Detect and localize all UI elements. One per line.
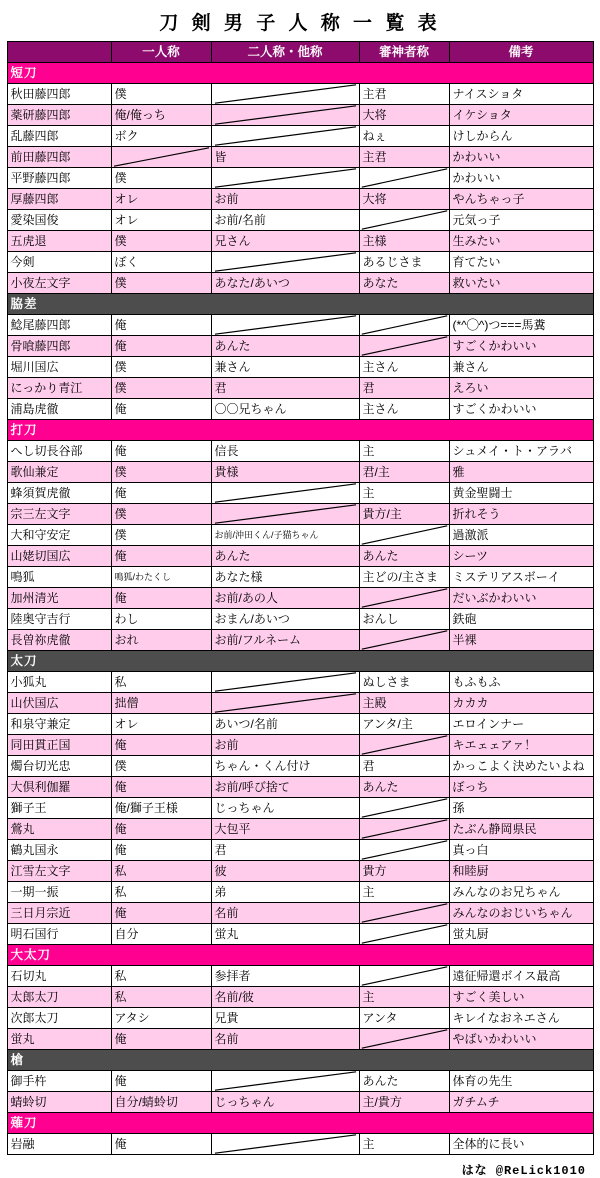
section-header-row (7, 945, 593, 966)
cell-first-person: 僕 (111, 168, 211, 189)
cell-note: 救いたい (449, 273, 593, 294)
cell-first-person: 俺 (111, 840, 211, 861)
cell-first-person: 僕 (111, 462, 211, 483)
cell-second-person: 名前/彼 (211, 987, 359, 1008)
cell-saniwa-title (359, 1029, 449, 1050)
cell-first-person: 俺/獅子王様 (111, 798, 211, 819)
table-row (7, 315, 593, 336)
cell-saniwa-title: あなた (359, 273, 449, 294)
cell-second-person: あなた様 (211, 567, 359, 588)
cell-saniwa-title: 主さん (359, 399, 449, 420)
cell-first-person: 俺 (111, 1134, 211, 1155)
cell-note: カカカ (449, 693, 593, 714)
cell-character-name: 獅子王 (7, 798, 111, 819)
cell-second-person: お前/沖田くん/子猫ちゃん (211, 525, 359, 546)
cell-note: 蛍丸厨 (449, 924, 593, 945)
cell-saniwa-title: 主 (359, 987, 449, 1008)
cell-second-person: じっちゃん (211, 798, 359, 819)
table-row (7, 252, 593, 273)
cell-saniwa-title: 貴方/主 (359, 504, 449, 525)
cell-second-person: 蛍丸 (211, 924, 359, 945)
cell-note: やばいかわいい (449, 1029, 593, 1050)
table-row (7, 1071, 593, 1092)
cell-saniwa-title (359, 924, 449, 945)
table-row (7, 798, 593, 819)
cell-saniwa-title (359, 588, 449, 609)
cell-character-name: 浦島虎徹 (7, 399, 111, 420)
cell-character-name: 歌仙兼定 (7, 462, 111, 483)
cell-saniwa-title (359, 210, 449, 231)
table-row (7, 777, 593, 798)
table-row (7, 840, 593, 861)
cell-first-person: オレ (111, 189, 211, 210)
cell-first-person: 俺/俺っち (111, 105, 211, 126)
cell-note: (*^◯^)つ===馬糞 (449, 315, 593, 336)
cell-character-name: 次郎太刀 (7, 1008, 111, 1029)
cell-note: 孫 (449, 798, 593, 819)
section-header-row (7, 1050, 593, 1071)
cell-second-person: お前/フルネーム (211, 630, 359, 651)
cell-saniwa-title: 主君 (359, 147, 449, 168)
cell-saniwa-title: 主 (359, 441, 449, 462)
section-label: 薙刀 (7, 1113, 593, 1134)
cell-second-person (211, 693, 359, 714)
table-row (7, 84, 593, 105)
cell-second-person: 弟 (211, 882, 359, 903)
cell-character-name: 乱藤四郎 (7, 126, 111, 147)
cell-character-name: 骨喰藤四郎 (7, 336, 111, 357)
cell-character-name: 大和守安定 (7, 525, 111, 546)
section-header-row (7, 63, 593, 84)
cell-second-person (211, 1071, 359, 1092)
cell-second-person (211, 84, 359, 105)
cell-character-name: 和泉守兼定 (7, 714, 111, 735)
cell-first-person: 俺 (111, 819, 211, 840)
cell-note: シーツ (449, 546, 593, 567)
cell-note: エロインナー (449, 714, 593, 735)
cell-note: 全体的に長い (449, 1134, 593, 1155)
cell-saniwa-title: 主 (359, 1134, 449, 1155)
cell-first-person: 俺 (111, 735, 211, 756)
cell-first-person: 俺 (111, 903, 211, 924)
cell-first-person: 俺 (111, 777, 211, 798)
cell-character-name: 小狐丸 (7, 672, 111, 693)
cell-saniwa-title: アンタ (359, 1008, 449, 1029)
nickname-table (7, 41, 594, 1155)
cell-character-name: 鳴狐 (7, 567, 111, 588)
cell-character-name: 山姥切国広 (7, 546, 111, 567)
section-header-row (7, 651, 593, 672)
cell-character-name: 長曽祢虎徹 (7, 630, 111, 651)
cell-first-person: 私 (111, 672, 211, 693)
cell-saniwa-title (359, 315, 449, 336)
cell-character-name: 三日月宗近 (7, 903, 111, 924)
cell-first-person: 鳴狐/わたくし (111, 567, 211, 588)
column-header-first-person: 一人称 (111, 42, 211, 63)
table-row (7, 231, 593, 252)
cell-character-name: 蜂須賀虎徹 (7, 483, 111, 504)
cell-note: かわいい (449, 168, 593, 189)
cell-first-person: おれ (111, 630, 211, 651)
cell-second-person (211, 672, 359, 693)
cell-saniwa-title: 主様 (359, 231, 449, 252)
cell-saniwa-title (359, 525, 449, 546)
cell-first-person: 私 (111, 882, 211, 903)
cell-character-name: 平野藤四郎 (7, 168, 111, 189)
table-row (7, 273, 593, 294)
cell-second-person (211, 252, 359, 273)
cell-note: えろい (449, 378, 593, 399)
cell-note: 和睦厨 (449, 861, 593, 882)
cell-note: ミステリアスボーイ (449, 567, 593, 588)
cell-second-person (211, 168, 359, 189)
cell-saniwa-title: 主さん (359, 357, 449, 378)
table-row (7, 1008, 593, 1029)
cell-first-person: 俺 (111, 483, 211, 504)
cell-character-name: 明石国行 (7, 924, 111, 945)
cell-character-name: 燭台切光忠 (7, 756, 111, 777)
cell-first-person: アタシ (111, 1008, 211, 1029)
column-header-note: 備考 (449, 42, 593, 63)
cell-saniwa-title: 主殿 (359, 693, 449, 714)
cell-character-name: 宗三左文字 (7, 504, 111, 525)
cell-saniwa-title: あんた (359, 546, 449, 567)
cell-note: 遠征帰還ボイス最高 (449, 966, 593, 987)
table-body (7, 63, 593, 1155)
cell-character-name: へし切長谷部 (7, 441, 111, 462)
cell-second-person: 兄貴 (211, 1008, 359, 1029)
table-row (7, 336, 593, 357)
table-row (7, 462, 593, 483)
section-label: 打刀 (7, 420, 593, 441)
cell-character-name: 岩融 (7, 1134, 111, 1155)
cell-note: たぶん静岡県民 (449, 819, 593, 840)
cell-saniwa-title: 君 (359, 756, 449, 777)
cell-saniwa-title: 大将 (359, 105, 449, 126)
cell-first-person: 私 (111, 861, 211, 882)
cell-character-name: 薬研藤四郎 (7, 105, 111, 126)
cell-note: 元気っ子 (449, 210, 593, 231)
cell-note: けしからん (449, 126, 593, 147)
table-row (7, 966, 593, 987)
cell-saniwa-title: 主/貴方 (359, 1092, 449, 1113)
cell-saniwa-title (359, 840, 449, 861)
cell-first-person: 俺 (111, 336, 211, 357)
cell-saniwa-title: あるじさま (359, 252, 449, 273)
table-row (7, 210, 593, 231)
cell-character-name: 鶯丸 (7, 819, 111, 840)
cell-note: すごくかわいい (449, 336, 593, 357)
cell-first-person (111, 147, 211, 168)
cell-character-name: 御手杵 (7, 1071, 111, 1092)
cell-second-person: お前 (211, 189, 359, 210)
cell-first-person: 僕 (111, 273, 211, 294)
cell-saniwa-title: 君/主 (359, 462, 449, 483)
cell-note: ぼっち (449, 777, 593, 798)
cell-second-person: 彼 (211, 861, 359, 882)
table-row (7, 630, 593, 651)
column-header-saniwa: 審神者称 (359, 42, 449, 63)
table-row (7, 609, 593, 630)
cell-saniwa-title (359, 168, 449, 189)
cell-first-person: ボク (111, 126, 211, 147)
cell-note: みんなのおじいちゃん (449, 903, 593, 924)
cell-character-name: 厚藤四郎 (7, 189, 111, 210)
credit-text: はな @ReLick1010 (461, 1164, 586, 1178)
cell-saniwa-title: おんし (359, 609, 449, 630)
table-row (7, 147, 593, 168)
cell-second-person: あなた/あいつ (211, 273, 359, 294)
cell-second-person: 君 (211, 378, 359, 399)
cell-saniwa-title: 主 (359, 882, 449, 903)
cell-second-person: 参拝者 (211, 966, 359, 987)
cell-note: ナイスショタ (449, 84, 593, 105)
table-row (7, 378, 593, 399)
cell-character-name: 鯰尾藤四郎 (7, 315, 111, 336)
cell-saniwa-title (359, 903, 449, 924)
table-row (7, 357, 593, 378)
section-label: 槍 (7, 1050, 593, 1071)
cell-first-person: 俺 (111, 1029, 211, 1050)
section-label: 大太刀 (7, 945, 593, 966)
table-row (7, 588, 593, 609)
cell-first-person: 僕 (111, 525, 211, 546)
cell-saniwa-title: あんた (359, 777, 449, 798)
cell-second-person: 貴様 (211, 462, 359, 483)
section-label: 太刀 (7, 651, 593, 672)
column-header-name (7, 42, 111, 63)
cell-character-name: 小夜左文字 (7, 273, 111, 294)
cell-saniwa-title (359, 735, 449, 756)
table-row (7, 441, 593, 462)
cell-second-person (211, 483, 359, 504)
table-row (7, 756, 593, 777)
cell-character-name: 一期一振 (7, 882, 111, 903)
cell-note: すごくかわいい (449, 399, 593, 420)
cell-saniwa-title (359, 630, 449, 651)
cell-note: ガチムチ (449, 1092, 593, 1113)
cell-character-name: 太郎太刀 (7, 987, 111, 1008)
cell-first-person: 俺 (111, 399, 211, 420)
cell-saniwa-title: あんた (359, 1071, 449, 1092)
cell-second-person: 信長 (211, 441, 359, 462)
cell-second-person (211, 1134, 359, 1155)
cell-character-name: 同田貫正国 (7, 735, 111, 756)
cell-second-person: おまん/あいつ (211, 609, 359, 630)
cell-character-name: 蜻蛉切 (7, 1092, 111, 1113)
table-row (7, 126, 593, 147)
cell-character-name: 陸奥守吉行 (7, 609, 111, 630)
cell-character-name: 今剣 (7, 252, 111, 273)
cell-note: キレイなおネエさん (449, 1008, 593, 1029)
cell-saniwa-title: 君 (359, 378, 449, 399)
cell-first-person: 俺 (111, 315, 211, 336)
table-row (7, 546, 593, 567)
cell-second-person: お前 (211, 735, 359, 756)
cell-note: だいぶかわいい (449, 588, 593, 609)
cell-second-person (211, 105, 359, 126)
cell-first-person: 私 (111, 966, 211, 987)
cell-first-person: 僕 (111, 504, 211, 525)
table-row (7, 714, 593, 735)
cell-second-person: 兼さん (211, 357, 359, 378)
cell-note: キエェェアァ！ (449, 735, 593, 756)
table-row (7, 525, 593, 546)
cell-note: みんなのお兄ちゃん (449, 882, 593, 903)
cell-character-name: 石切丸 (7, 966, 111, 987)
cell-character-name: 愛染国俊 (7, 210, 111, 231)
cell-saniwa-title: 主君 (359, 84, 449, 105)
table-row (7, 735, 593, 756)
section-header-row (7, 1113, 593, 1134)
cell-character-name: 前田藤四郎 (7, 147, 111, 168)
cell-second-person (211, 315, 359, 336)
cell-note: 育てたい (449, 252, 593, 273)
cell-first-person: 拙僧 (111, 693, 211, 714)
cell-first-person: 自分 (111, 924, 211, 945)
cell-second-person: 兄さん (211, 231, 359, 252)
cell-note: かわいい (449, 147, 593, 168)
cell-second-person: あんた (211, 336, 359, 357)
column-header-second-person: 二人称・他称 (211, 42, 359, 63)
cell-note: シュメイ・ト・アラバ (449, 441, 593, 462)
table-row (7, 399, 593, 420)
cell-first-person: 僕 (111, 756, 211, 777)
cell-second-person: 皆 (211, 147, 359, 168)
section-header-row (7, 294, 593, 315)
cell-second-person: お前/名前 (211, 210, 359, 231)
cell-second-person: あんた (211, 546, 359, 567)
table-row (7, 1134, 593, 1155)
cell-second-person: 〇〇兄ちゃん (211, 399, 359, 420)
page-title: 刀 剣 男 子 人 称 一 覧 表 (159, 13, 441, 34)
cell-character-name: 蛍丸 (7, 1029, 111, 1050)
cell-note: 折れそう (449, 504, 593, 525)
cell-first-person: 俺 (111, 1071, 211, 1092)
table-row (7, 105, 593, 126)
cell-first-person: 俺 (111, 546, 211, 567)
cell-first-person: 僕 (111, 84, 211, 105)
cell-note: 体育の先生 (449, 1071, 593, 1092)
table-row (7, 924, 593, 945)
cell-saniwa-title: 主どの/主さま (359, 567, 449, 588)
table-row (7, 168, 593, 189)
cell-second-person: 名前 (211, 903, 359, 924)
cell-note: 兼さん (449, 357, 593, 378)
cell-first-person: 僕 (111, 357, 211, 378)
cell-note: 過激派 (449, 525, 593, 546)
cell-second-person (211, 504, 359, 525)
cell-first-person: 俺 (111, 441, 211, 462)
cell-character-name: 江雪左文字 (7, 861, 111, 882)
cell-saniwa-title: 大将 (359, 189, 449, 210)
section-header-row (7, 420, 593, 441)
cell-second-person: お前/あの人 (211, 588, 359, 609)
cell-first-person: わし (111, 609, 211, 630)
cell-character-name: にっかり青江 (7, 378, 111, 399)
cell-character-name: 加州清光 (7, 588, 111, 609)
table-row (7, 1092, 593, 1113)
cell-saniwa-title (359, 819, 449, 840)
cell-second-person (211, 126, 359, 147)
table-row (7, 483, 593, 504)
table-row (7, 903, 593, 924)
section-label: 短刀 (7, 63, 593, 84)
table-row (7, 819, 593, 840)
table-row (7, 882, 593, 903)
table-head (7, 42, 593, 63)
cell-note: 生みたい (449, 231, 593, 252)
cell-note: 鉄砲 (449, 609, 593, 630)
cell-second-person: 君 (211, 840, 359, 861)
table-row (7, 1029, 593, 1050)
cell-first-person: 僕 (111, 231, 211, 252)
cell-saniwa-title: 貴方 (359, 861, 449, 882)
section-label: 脇差 (7, 294, 593, 315)
cell-first-person: 私 (111, 987, 211, 1008)
cell-first-person: 自分/蜻蛉切 (111, 1092, 211, 1113)
cell-note: かっこよく決めたいよね (449, 756, 593, 777)
cell-saniwa-title: ぬしさま (359, 672, 449, 693)
cell-character-name: 大倶利伽羅 (7, 777, 111, 798)
cell-character-name: 山伏国広 (7, 693, 111, 714)
cell-character-name: 堀川国広 (7, 357, 111, 378)
table-row (7, 861, 593, 882)
table-row (7, 987, 593, 1008)
cell-note: 雅 (449, 462, 593, 483)
cell-note: 真っ白 (449, 840, 593, 861)
cell-character-name: 五虎退 (7, 231, 111, 252)
cell-note: 黄金聖闘士 (449, 483, 593, 504)
cell-note: すごく美しい (449, 987, 593, 1008)
table-row (7, 672, 593, 693)
cell-second-person: 名前 (211, 1029, 359, 1050)
cell-second-person: お前/呼び捨て (211, 777, 359, 798)
cell-first-person: ぼく (111, 252, 211, 273)
cell-character-name: 秋田藤四郎 (7, 84, 111, 105)
table-row (7, 567, 593, 588)
cell-first-person: オレ (111, 714, 211, 735)
cell-saniwa-title: アンタ/主 (359, 714, 449, 735)
cell-second-person: 大包平 (211, 819, 359, 840)
cell-saniwa-title: 主 (359, 483, 449, 504)
cell-saniwa-title: ねぇ (359, 126, 449, 147)
table-row (7, 504, 593, 525)
cell-saniwa-title (359, 966, 449, 987)
cell-first-person: 俺 (111, 588, 211, 609)
cell-saniwa-title (359, 336, 449, 357)
cell-note: 半裸 (449, 630, 593, 651)
cell-note: やんちゃっ子 (449, 189, 593, 210)
table-header-row (7, 42, 593, 63)
cell-first-person: オレ (111, 210, 211, 231)
cell-second-person: じっちゃん (211, 1092, 359, 1113)
cell-note: もふもふ (449, 672, 593, 693)
cell-first-person: 僕 (111, 378, 211, 399)
table-row (7, 693, 593, 714)
table-row (7, 189, 593, 210)
cell-saniwa-title (359, 798, 449, 819)
cell-note: イケショタ (449, 105, 593, 126)
cell-second-person: ちゃん・くん付け (211, 756, 359, 777)
cell-character-name: 鶴丸国永 (7, 840, 111, 861)
cell-second-person: あいつ/名前 (211, 714, 359, 735)
